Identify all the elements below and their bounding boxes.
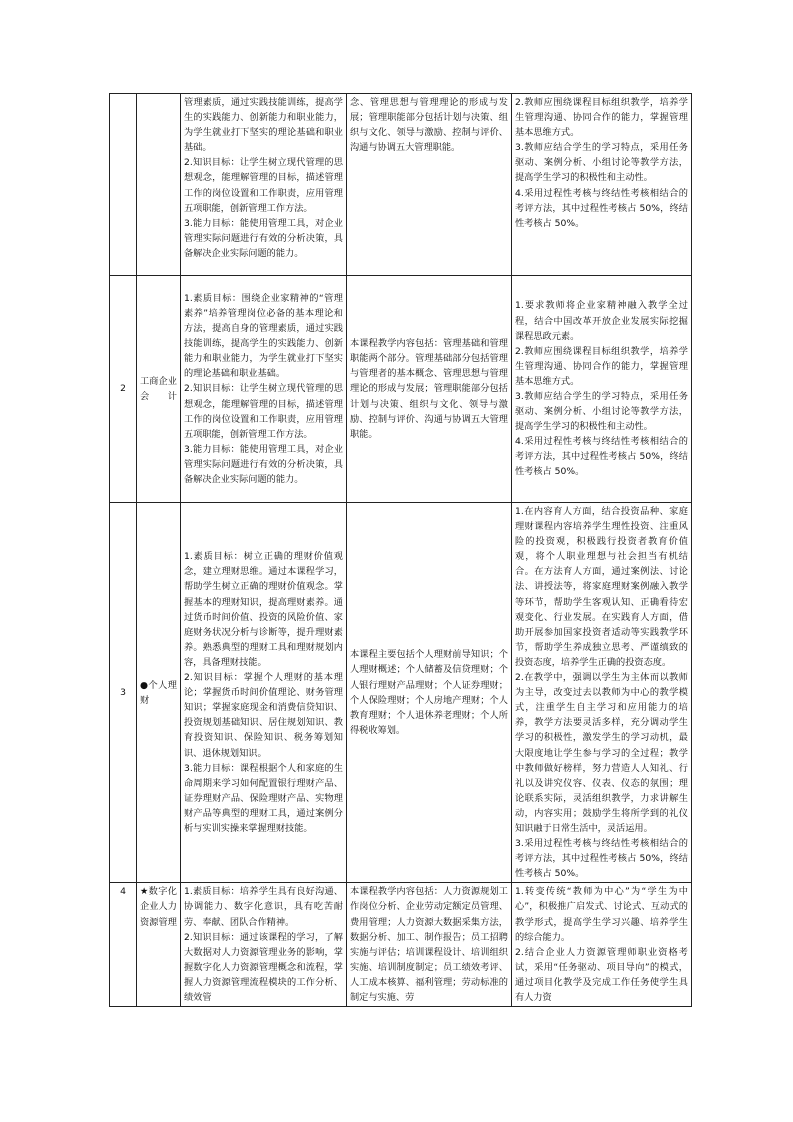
course-content [347,883,512,1007]
objective-paragraph: 3.能力目标：能使用管理工具，对企业管理实际问题进行有效的分析决策，具备解决企业实际问题的能力。 [184,217,343,259]
objective-paragraph: 3.能力目标：能使用管理工具，对企业管理实际问题进行有效的分析决策，具备解决企业实际问题的能力。 [184,443,343,486]
content-paragraph: 念、管理思想与管理理论的形成与发展；管理职能部分包括计划与决策、组织与文化、领导与激励、控制与评价、沟通与协调五大管理职能。 [350,97,508,154]
teaching-requirements [512,503,692,883]
teaching-requirements [512,94,692,276]
table-row [110,276,692,503]
course-content [347,94,512,276]
table-row [110,94,692,276]
course-objectives [181,503,347,883]
course-name: ●个人理财 [137,503,181,883]
requirement-paragraph: 4.采用过程性考核与终结性考核相结合的考评方法，其中过程性考核占 50%，终结性考核占 50%。 [515,436,688,478]
content-paragraph: 本课程教学内容包括：人力资源规划工作岗位分析、企业劳动定额定员管理、费用管理；人力资源大数据采集方法，数据分析、加工、制作报告；员工招聘实施与评估；培训课程设计、培训组织实施、培训制度制定；员工绩效考评、人工成本核算、福利管理；劳动标准的制定与实施、劳 [350,886,508,1003]
requirement-paragraph: 1.转变传统“教师为中心”为“学生为中心”，积极推广启发式、讨论式、互动式的教学形式，提高学生学习兴趣、培养学生的综合能力。 [515,886,688,943]
teaching-requirements [512,276,692,503]
requirement-paragraph: 3.教师应结合学生的学习特点，采用任务驱动、案例分析、小组讨论等教学方法，提高学生学习的积极性和主动性。 [515,391,688,433]
course-name [137,94,181,276]
objective-paragraph: 2.知识目标：让学生树立现代管理的思想观念，能理解管理的目标，描述管理工作的岗位设置和工作职责，应用管理五项职能，创新管理工作方法。 [184,383,343,440]
objective-paragraph: 1.素质目标：培养学生具有良好沟通、协调能力、数字化意识，具有吃苦耐劳、奉献、团队合作精神。 [184,886,343,928]
row-number: 3 [110,503,137,883]
objective-paragraph: 2.知识目标：掌握个人理财的基本理论；掌握货币时间价值理论、财务管理知识；掌握家庭现金和消费信贷知识、投资规划基础知识、居住规划知识、教育投资知识、保险知识、税务筹划知识、退休规划知识。 [184,672,343,759]
row-number [110,94,137,276]
objective-paragraph: 2.知识目标：让学生树立现代管理的思想观念，能理解管理的目标，描述管理工作的岗位设置和工作职责，应用管理五项职能，创新管理工作方法。 [184,157,343,214]
table-row [110,503,692,883]
requirement-paragraph: 2.教师应围绕课程目标组织教学，培养学生管理沟通、协同合作的能力，掌握管理基本思维方式。 [515,345,688,387]
course-content [347,276,512,503]
course-objectives [181,94,347,276]
objective-paragraph: 2.知识目标：通过该课程的学习，了解大数据对人力资源管理业务的影响，掌握数字化人力资源管理概念和流程，掌握人力资源管理流程模块的工作分析、绩效管 [184,931,343,1003]
objective-paragraph: 3.能力目标：课程根据个人和家庭的生命周期来学习如何配置银行理财产品、证券理财产品、保险理财产品、实物理财产品等典型的理财工具，通过案例分析与实训实操来掌握理财技能。 [184,762,343,834]
objective-paragraph: 1.素质目标：树立正确的理财价值观念，建立理财思维。通过本课程学习，帮助学生树立正确的理财价值观念。掌握基本的理财知识，提高理财素养。通过货币时间价值、投资的风险价值、家庭财务状况分析与诊断等，提升理财素养。熟悉典型的理财工具和理财规划内容，具备理财技能。 [184,551,343,668]
requirement-paragraph: 1.要求教师将企业家精神融入教学全过程，结合中国改革开放企业发展实际挖掘课程思政元素。 [515,300,688,342]
course-objectives [181,883,347,1007]
course-name: ★数字化企业人力资源管理 [137,883,181,1007]
course-content [347,503,512,883]
requirement-paragraph: 2.结合企业人力资源管理师职业资格考试，采用“任务驱动、项目导向”的模式，通过项目化教学及完成工作任务使学生具有人力资 [515,946,688,1003]
row-number: 4 [110,883,137,1007]
row-number: 2 [110,276,137,503]
requirement-paragraph: 4.采用过程性考核与终结性考核相结合的考评方法，其中过程性考核占 50%，终结性考核占 50%。 [515,187,688,229]
table-row [110,883,692,1007]
requirement-paragraph: 2.教师应围绕课程目标组织教学，培养学生管理沟通、协同合作的能力，掌握管理基本思维方式。 [515,97,688,139]
course-table [109,93,692,1007]
teaching-requirements [512,883,692,1007]
requirement-paragraph: 3.教师应结合学生的学习特点，采用任务驱动、案例分析、小组讨论等教学方法，提高学生学习的积极性和主动性。 [515,142,688,184]
requirement-paragraph: 1.在内容育人方面，结合投资品种、家庭理财课程内容培养学生理性投资、注重风险的投资观，积极践行投资者教育价值观，将个人职业理想与社会担当有机结合。在方法育人方面，通过案例法、讨论法、讲授法等，将家庭理财案例融入教学等环节，帮助学生客观认知、正确看待宏观变化、行业发展。在实践育人方面，借助开展参加国家投资者适动等实践教学环节，帮助学生养成独立思考、严谨缜致的投资态度，培养学生正确的投资态度。 [515,506,688,668]
content-paragraph: 本课程教学内容包括：管理基础和管理职能两个部分。管理基础部分包括管理与管理者的基本概念、管理思想与管理理论的形成与发展；管理职能部分包括计划与决策、组织与文化、领导与激励、控制与评价、沟通与协调五大管理职能。 [350,338,508,440]
requirement-paragraph: 2.在教学中，强调以学生为主体而以教师为主导，改变过去以教师为中心的教学模式，注重学生自主学习和应用能力的培养，教学方法要灵活多样，充分调动学生学习的积极性，激发学生的学习动机，最大限度地让学生参与学习的全过程；教学中教师做好榜样，努力营造人人知礼、行礼以及讲究仪容、仪表、仪态的氛围；理论联系实际，灵活组织教学，力求讲解生动，内容实用；鼓励学生将所学到的礼仪知识融于日常生活中，灵活运用。 [515,672,688,834]
requirement-paragraph: 3.采用过程性考核与终结性考核相结合的考评方法，其中过程性考核占 50%，终结性考核占 50%。 [515,838,688,880]
objective-paragraph: 1.素质目标：围绕企业家精神的“管理素养”培养管理岗位必备的基本理论和方法，提高自身的管理素质，通过实践技能训练，提高学生的实践能力、创新能力和职业能力，为学生就业打下坚实的理论基础和职业基础。 [184,292,343,380]
course-objectives [181,276,347,503]
course-name: 工商企业会计 [137,276,181,503]
objective-paragraph: 管理素质，通过实践技能训练，提高学生的实践能力、创新能力和职业能力，为学生就业打下坚实的理论基础和职业基础。 [184,97,343,154]
content-paragraph: 本课程主要包括个人理财前导知识；个人理财概述；个人储蓄及信贷理财；个人银行理财产品理财；个人证券理财；个人保险理财；个人房地产理财；个人教育理财；个人退休养老理财；个人所得税收筹划。 [350,649,508,736]
